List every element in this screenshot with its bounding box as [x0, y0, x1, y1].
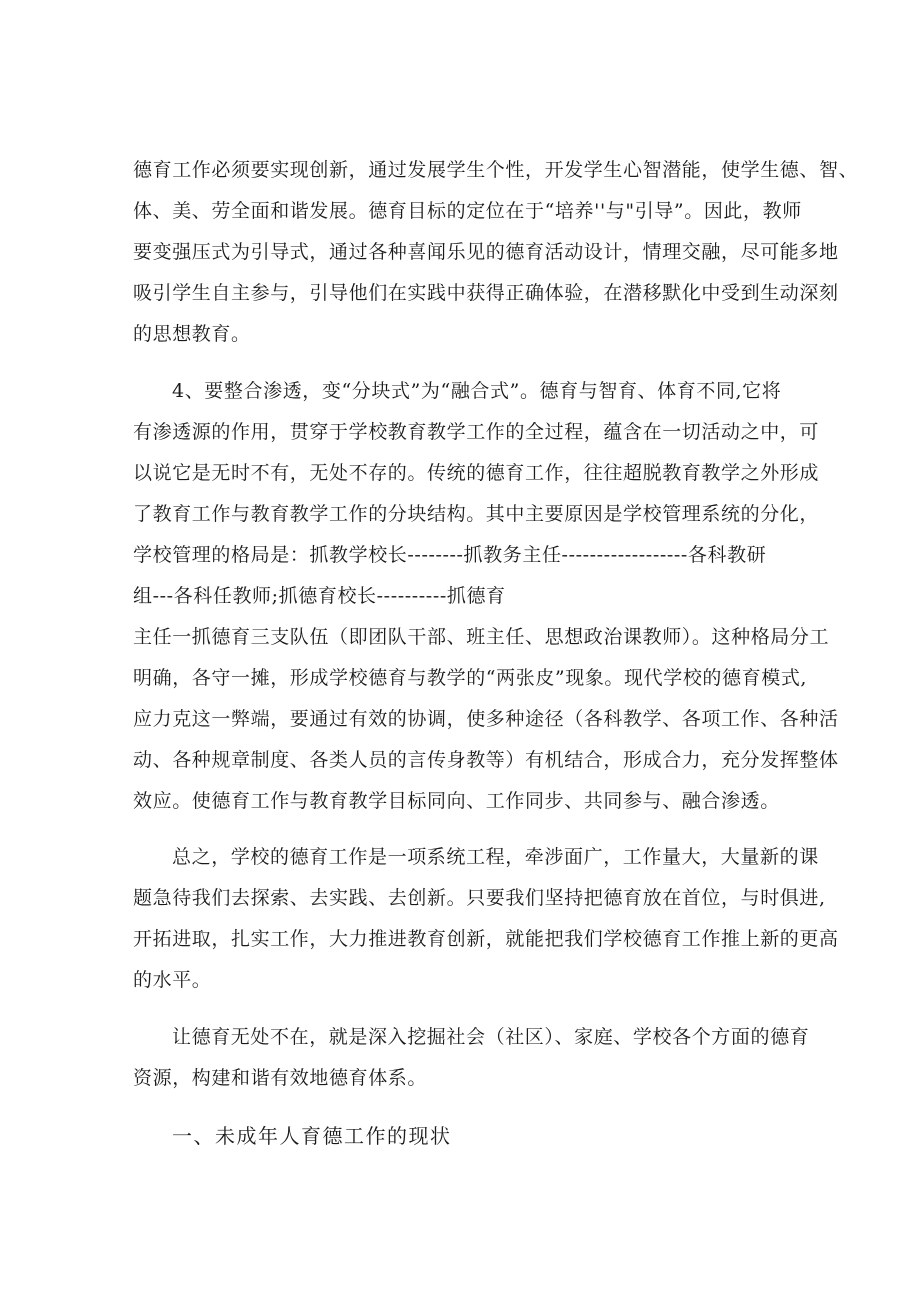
paragraph-4-line-1: 让德育无处不在，就是深入挖掘社会（社区）、家庭、学校各个方面的德育: [172, 1026, 810, 1048]
paragraph-2-line-8: 明确，各守一摊，形成学校德育与教学的“两张皮”现象。现代学校的德育模式,: [133, 667, 808, 689]
paragraph-1-line-1: 德育工作必须要实现创新，通过发展学生个性，开发学生心智潜能，使学生德、智、: [133, 159, 859, 181]
paragraph-1-line-3: 要变强压式为引导式，通过各种喜闻乐见的德育活动设计，情理交融，尽可能多地: [133, 241, 839, 263]
paragraph-3-line-1: 总之，学校的德育工作是一项系统工程，牵涉面广，工作量大，大量新的课: [172, 846, 819, 868]
paragraph-1-line-2: 体、美、劳全面和谐发展。德育目标的定位在于“培养''与"引导”。因此，教师: [133, 200, 802, 222]
paragraph-2-line-5: 学校管理的格局是：抓教学校长--------抓教务主任------------------各科教研: [133, 544, 767, 566]
paragraph-2-line-6: 组---各科任教师;抓德育校长----------抓德育: [133, 585, 506, 607]
paragraph-2-line-3: 以说它是无时不有，无处不存的。传统的德育工作，往往超脱教育教学之外形成: [133, 462, 820, 484]
paragraph-3-line-2: 题急待我们去探索、去实践、去创新。只要我们坚持把德育放在首位，与时俱进,: [133, 887, 826, 909]
paragraph-2-line-10: 动、各种规章制度、各类人员的言传身教等）有机结合，形成合力，充分发挥整体: [133, 749, 839, 771]
paragraph-2-line-1: 4、要整合渗透，变“分块式”为“融合式”。德育与智育、体育不同,它将: [172, 380, 782, 402]
section-heading: 一、未成年人育德工作的现状: [172, 1124, 452, 1148]
paragraph-1-line-4: 吸引学生自主参与，引导他们在实践中获得正确体验，在潜移默化中受到生动深刻: [133, 282, 839, 304]
paragraph-2-line-7: 主任一抓德育三支队伍（即团队干部、班主任、思想政治课教师）。这种格局分工: [133, 626, 830, 648]
paragraph-3-line-3: 开拓进取，扎实工作，大力推进教育创新，就能把我们学校德育工作推上新的更高: [133, 928, 839, 950]
paragraph-3-line-4: 的水平。: [133, 969, 212, 991]
paragraph-1-line-5: 的思想教育。: [133, 323, 251, 345]
paragraph-2-line-2: 有渗透源的作用，贯穿于学校教育教学工作的全过程，蕴含在一切活动之中，可: [133, 421, 820, 443]
paragraph-2-line-9: 应力克这一弊端，要通过有效的协调，使多种途径（各科教学、各项工作、各种活: [133, 708, 839, 730]
paragraph-4-line-2: 资源，构建和谐有效地德育体系。: [133, 1067, 428, 1089]
paragraph-2-line-11: 效应。使德育工作与教育教学目标同向、工作同步、共同参与、融合渗透。: [133, 790, 780, 812]
paragraph-2-line-4: 了教育工作与教育教学工作的分块结构。其中主要原因是学校管理系统的分化，: [133, 503, 820, 525]
